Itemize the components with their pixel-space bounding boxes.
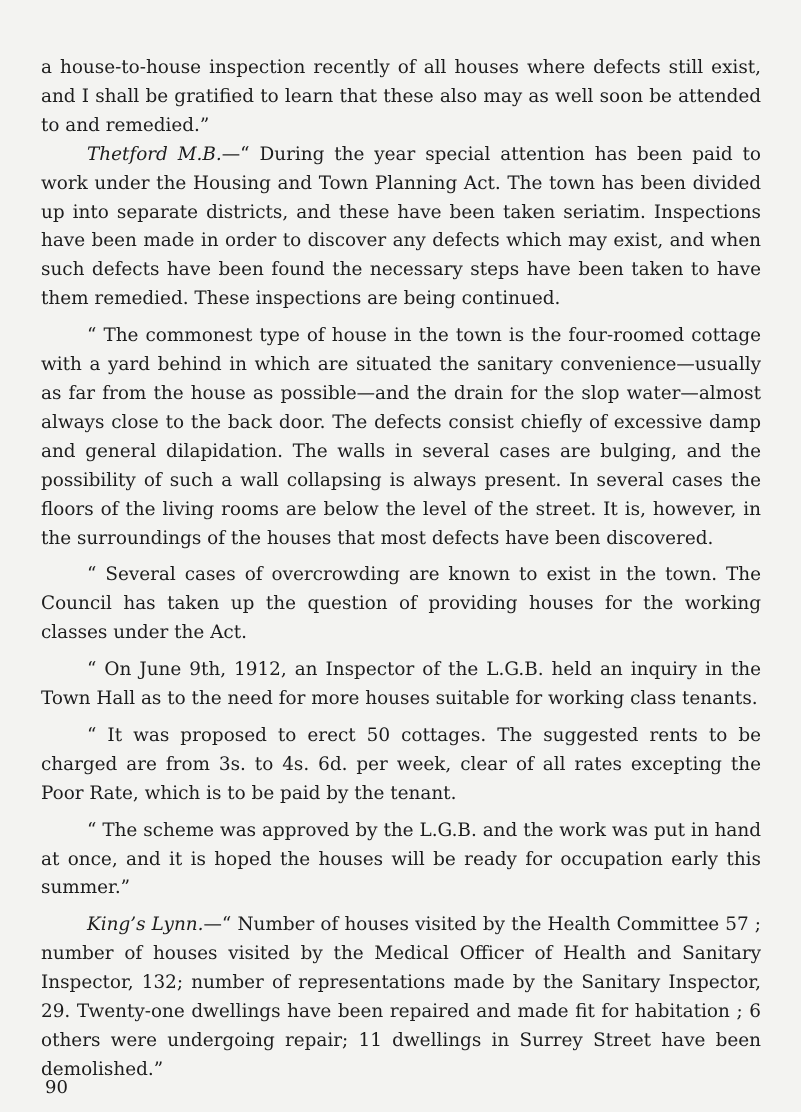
paragraph-text: —“ Number of houses visited by the Health Committee 57 ; number of houses visited by the Medical Officer of Health and Sanitary Inspector, 132; number of representations made by the Sanitary Inspector, 29. Twenty-one dwellings have been repaired and made fit for habitation ; 6 others were undergoing repair; 11 dwellings in Surrey Street have been demolished.” [41,914,761,1080]
paragraph-house-type [41,322,761,553]
paragraph-text: “ The commonest type of house in the town is the four-roomed cottage with a yard behind in which are situated the sanitary convenience—usually as far from the house as possible—and the drain for the slop water—almost always close to the back door. The defects consist chiefly of excessive damp and general dilapidation. The walls in several cases are bulging, and the possibility of such a wall collapsing is always present. In several cases the floors of the living rooms are below the level of the street. It is, however, in the surroundings of the houses that most defects have been discovered. [41,325,761,549]
paragraph-text: a house-to-house inspection recently of all houses where defects still exist, and I shall be gratified to learn that these also may as well soon be attended to and remedied.” [41,57,761,136]
paragraph-thetford [41,141,761,314]
paragraph-inquiry [41,656,761,714]
paragraph-text: “ On June 9th, 1912, an Inspector of the L.G.B. held an inquiry in the Town Hall as to the need for more houses suitable for working class tenants. [41,659,761,710]
paragraph-kings-lynn [41,911,761,1084]
paragraph-text: “ Several cases of overcrowding are known to exist in the town. The Council has taken up the question of providing houses for the working classes under the Act. [41,564,761,644]
place-heading-thetford: Thetford M.B. [87,143,222,165]
paragraph-text: “ It was proposed to erect 50 cottages. The suggested rents to be charged are from 3s. to 4s. 6d. per week, clear of all rates excepting the Poor Rate, which is to be paid by the tenant. [41,724,761,804]
page-number: 90 [45,1077,68,1098]
paragraph-text: —“ During the year special attention has been paid to work under the Housing and Town Planning Act. The town has been divided up into separate districts, and these have been taken seriatim. Inspections have been made in order to discover any defects which may exist, and when such defects have been found the necessary steps have been taken to have them remedied. These inspections are being continued. [41,143,761,310]
place-heading-kings-lynn: King’s Lynn. [87,914,204,936]
paragraph-scheme [41,817,761,904]
report-text [41,54,761,1085]
paragraph-text: “ The scheme was approved by the L.G.B. and the work was put in hand at once, and it is hoped the houses will be ready for occupation early this summer.” [41,819,761,899]
paragraph-continuation [41,54,761,141]
paragraph-overcrowding [41,561,761,648]
paragraph-cottages [41,722,761,809]
